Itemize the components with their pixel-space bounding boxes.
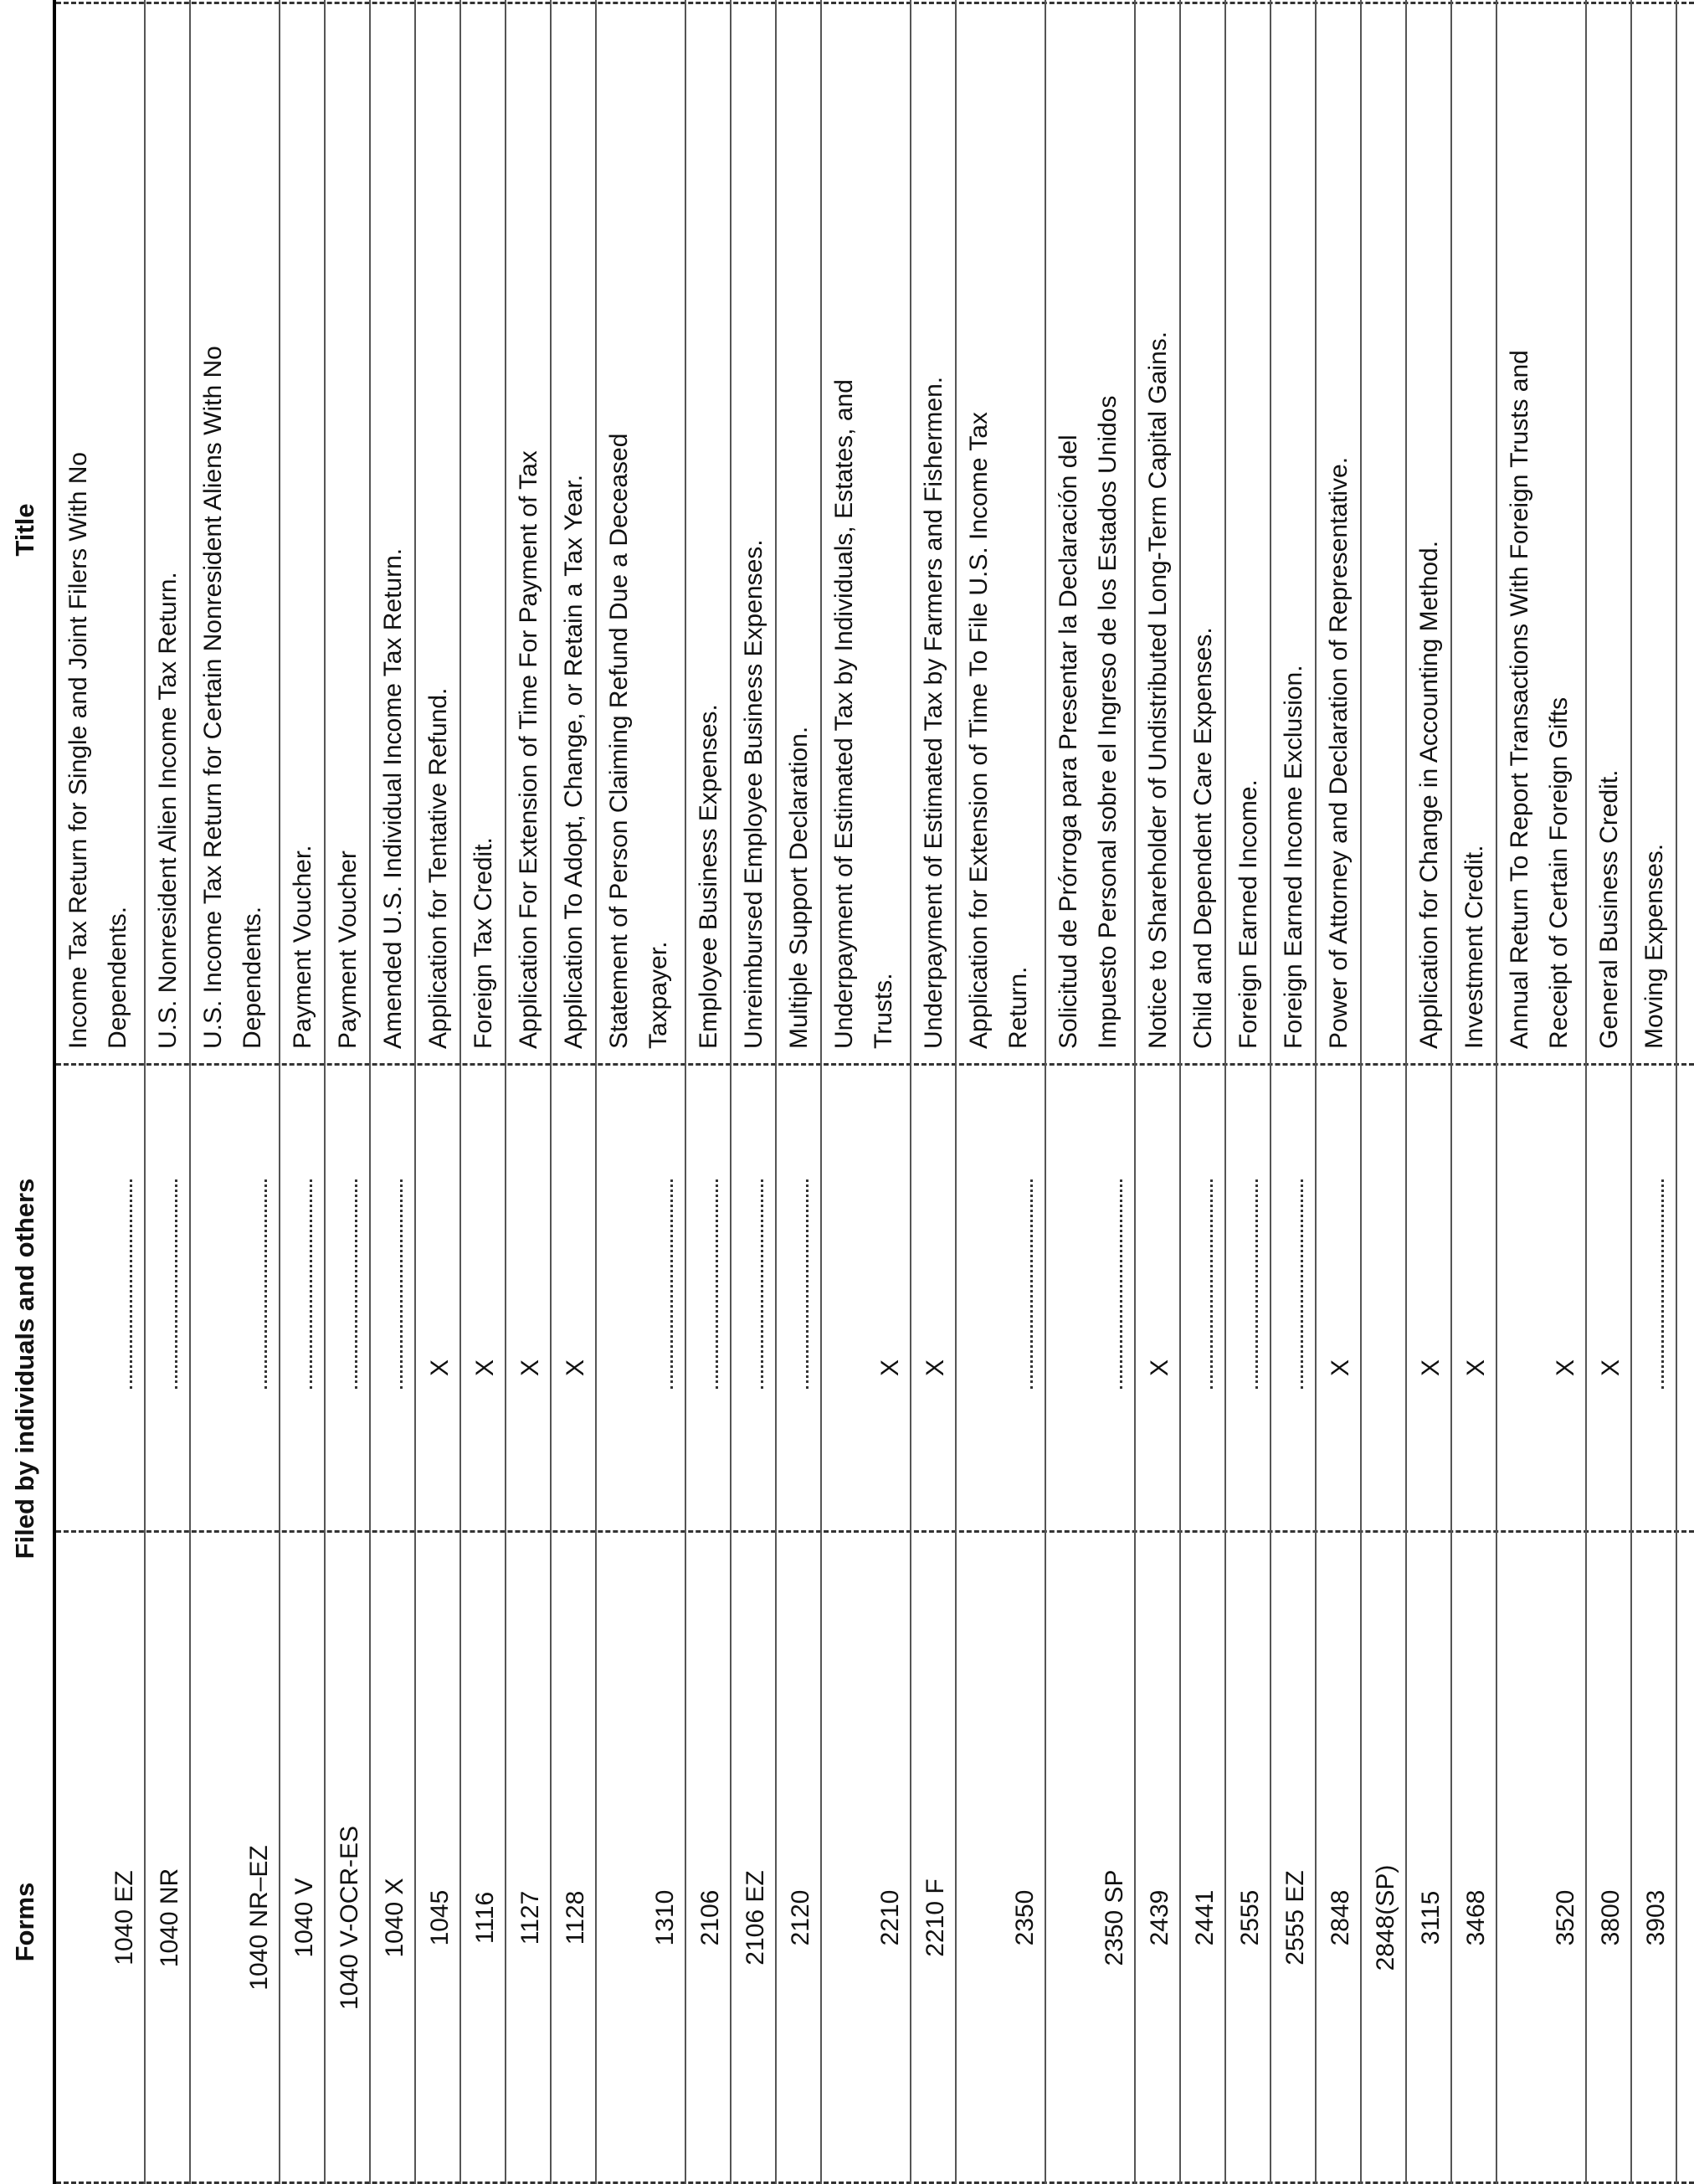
form-cell xyxy=(1317,1533,1360,2177)
filed-mark: X xyxy=(516,1359,544,1377)
form-number: 3520 xyxy=(1552,1889,1579,1946)
table-row xyxy=(1271,0,1317,2184)
filed-cell xyxy=(686,1066,730,1533)
form-title: Notice to Shareholder of Undistributed Long-Term Capital Gains. xyxy=(1144,331,1172,1049)
dot-leader xyxy=(1661,1179,1664,1389)
filed-cell xyxy=(1317,1066,1360,1533)
dot-leader xyxy=(1120,1179,1122,1389)
dot-leader xyxy=(1301,1179,1303,1389)
form-cell xyxy=(371,1533,414,2177)
filed-cell xyxy=(957,1066,1045,1533)
filed-mark: X xyxy=(1552,1359,1579,1377)
form-cell xyxy=(1407,1533,1450,2177)
form-cell xyxy=(732,1533,775,2177)
table-body xyxy=(56,0,1677,2184)
table-row xyxy=(191,0,280,2184)
filed-cell xyxy=(1497,1066,1585,1533)
dot-leader xyxy=(310,1179,312,1389)
table-row xyxy=(1046,0,1136,2184)
form-cell xyxy=(1181,1533,1224,2177)
table-row xyxy=(461,0,506,2184)
form-cell xyxy=(56,1533,144,2177)
form-title: Foreign Earned Income Exclusion. xyxy=(1280,665,1307,1049)
form-number: 1310 xyxy=(651,1889,679,1946)
form-title: Amended U.S. Individual Income Tax Return. xyxy=(379,547,407,1049)
filed-mark: X xyxy=(1146,1359,1173,1377)
dot-leader xyxy=(400,1179,403,1389)
form-number: 2439 xyxy=(1146,1889,1173,1946)
table-row xyxy=(1226,0,1271,2184)
filed-cell xyxy=(1271,1066,1315,1533)
dot-leader xyxy=(1210,1179,1213,1389)
header-title: Title xyxy=(10,503,39,557)
filed-mark: X xyxy=(471,1359,499,1377)
form-cell xyxy=(1452,1533,1496,2177)
filed-mark: X xyxy=(1417,1359,1445,1377)
table-row xyxy=(506,0,552,2184)
form-title: Annual Return To Report Transactions With Foreign Trusts and Receipt of Certain Foreign Gifts xyxy=(1506,350,1573,1049)
filed-cell xyxy=(1226,1066,1270,1533)
filed-cell xyxy=(732,1066,775,1533)
form-cell xyxy=(280,1533,324,2177)
form-title xyxy=(1362,3,1405,1049)
form-title: Payment Voucher. xyxy=(289,845,316,1049)
dot-leader xyxy=(1255,1179,1258,1389)
table-row xyxy=(1452,0,1497,2184)
filed-cell xyxy=(1136,1066,1179,1533)
form-cell xyxy=(597,1533,685,2177)
form-title: Multiple Support Declaration. xyxy=(785,726,813,1049)
filed-mark: X xyxy=(1462,1359,1490,1377)
form-cell xyxy=(552,1533,595,2177)
form-title: Investment Credit. xyxy=(1460,845,1488,1049)
form-number: 2210 xyxy=(876,1889,904,1946)
filed-cell xyxy=(1632,1066,1676,1533)
table-row xyxy=(686,0,732,2184)
table-row xyxy=(552,0,597,2184)
filed-cell xyxy=(911,1066,955,1533)
filed-cell xyxy=(1181,1066,1224,1533)
table-row xyxy=(1632,0,1677,2184)
form-number: 2441 xyxy=(1191,1889,1219,1946)
form-number: 2120 xyxy=(787,1889,814,1946)
form-cell xyxy=(957,1533,1045,2177)
filed-cell xyxy=(461,1066,505,1533)
table-row xyxy=(1181,0,1226,2184)
form-number: 3468 xyxy=(1462,1889,1490,1946)
form-cell xyxy=(1587,1533,1630,2177)
table-row xyxy=(822,0,911,2184)
form-title: Power of Attorney and Declaration of Representative. xyxy=(1325,456,1353,1049)
form-cell xyxy=(777,1533,820,2177)
form-number: 1040 EZ xyxy=(110,1870,138,1966)
form-title: Foreign Earned Income. xyxy=(1235,779,1262,1049)
form-cell xyxy=(191,1533,279,2177)
filed-cell xyxy=(56,1066,144,1533)
form-title: Application for Change in Accounting Method. xyxy=(1415,540,1443,1049)
filed-cell xyxy=(552,1066,595,1533)
dot-leader xyxy=(716,1179,718,1389)
form-cell xyxy=(146,1533,189,2177)
table-row xyxy=(957,0,1046,2184)
form-number: 1116 xyxy=(471,1891,499,1945)
table-row xyxy=(777,0,822,2184)
filed-cell xyxy=(1587,1066,1630,1533)
dot-leader xyxy=(175,1179,177,1389)
filed-cell xyxy=(416,1066,459,1533)
table-row xyxy=(1497,0,1587,2184)
form-number: 2555 EZ xyxy=(1281,1870,1309,1966)
table-row xyxy=(1587,0,1632,2184)
form-number: 2106 xyxy=(696,1889,724,1946)
dot-leader xyxy=(355,1179,357,1389)
filed-cell xyxy=(1362,1066,1405,1533)
form-title: Moving Expenses. xyxy=(1640,843,1668,1049)
dot-leader xyxy=(1030,1179,1033,1389)
form-title: Payment Voucher xyxy=(334,850,362,1049)
filed-cell xyxy=(326,1066,369,1533)
form-cell xyxy=(506,1533,550,2177)
form-title: Solicitud de Prórroga para Presentar la Declaración del Impuesto Personal sobre el Ingreso de los Estados Unidos xyxy=(1055,395,1122,1049)
dot-leader xyxy=(670,1179,673,1389)
form-number: 2350 SP xyxy=(1101,1869,1128,1966)
filed-cell xyxy=(371,1066,414,1533)
table-row xyxy=(280,0,326,2184)
table-row xyxy=(911,0,957,2184)
form-number: 1040 NR–EZ xyxy=(245,1845,273,1991)
form-title: Foreign Tax Credit. xyxy=(470,837,497,1049)
table-row xyxy=(597,0,686,2184)
form-number: 2106 EZ xyxy=(742,1870,769,1966)
table-row xyxy=(326,0,371,2184)
form-number: 2555 xyxy=(1236,1889,1264,1946)
form-number: 1040 V xyxy=(290,1878,318,1958)
form-title: Underpayment of Estimated Tax by Individuals, Estates, and Trusts. xyxy=(830,379,897,1049)
filed-cell xyxy=(146,1066,189,1533)
form-number: 1045 xyxy=(426,1889,454,1946)
form-cell xyxy=(1632,1533,1676,2177)
form-title: Application for Tentative Refund. xyxy=(424,687,452,1049)
form-number: 1040 V-OCR-ES xyxy=(336,1825,363,2011)
form-cell xyxy=(1497,1533,1585,2177)
form-cell xyxy=(1362,1533,1405,2177)
table-row xyxy=(146,0,191,2184)
filed-cell xyxy=(191,1066,279,1533)
form-number: 1127 xyxy=(516,1890,544,1945)
table-row xyxy=(1136,0,1181,2184)
filed-mark: X xyxy=(876,1359,904,1377)
filed-cell xyxy=(597,1066,685,1533)
form-cell xyxy=(1136,1533,1179,2177)
filed-cell xyxy=(1407,1066,1450,1533)
form-number: 2848 xyxy=(1327,1889,1354,1946)
form-title: Underpayment of Estimated Tax by Farmers and Fishermen. xyxy=(920,376,947,1049)
form-title: Statement of Person Claiming Refund Due a Deceased Taxpayer. xyxy=(605,433,672,1049)
form-cell xyxy=(911,1533,955,2177)
form-title: U.S. Income Tax Return for Certain Nonresident Aliens With No Dependents. xyxy=(199,346,266,1049)
dot-leader xyxy=(130,1179,132,1389)
form-number: 3903 xyxy=(1642,1889,1670,1946)
filed-cell xyxy=(1046,1066,1134,1533)
form-title: Application for Extension of Time To File U.S. Income Tax Return. xyxy=(965,412,1032,1049)
form-cell xyxy=(1271,1533,1315,2177)
filed-cell xyxy=(1452,1066,1496,1533)
form-title: General Business Credit. xyxy=(1595,769,1623,1049)
table-row xyxy=(56,0,146,2184)
table-row xyxy=(371,0,416,2184)
dot-leader xyxy=(761,1179,763,1389)
filed-cell xyxy=(822,1066,910,1533)
form-number: 3800 xyxy=(1597,1889,1625,1946)
dot-leader xyxy=(806,1179,808,1389)
form-title: U.S. Nonresident Alien Income Tax Return. xyxy=(154,572,182,1049)
form-cell xyxy=(326,1533,369,2177)
form-title: Child and Dependent Care Expenses. xyxy=(1189,627,1217,1049)
filed-cell xyxy=(777,1066,820,1533)
filed-mark: X xyxy=(426,1359,454,1377)
header-filed: Filed by individuals and others xyxy=(10,1178,39,1560)
form-title: Income Tax Return for Single and Joint Filers With No Dependents. xyxy=(64,451,131,1049)
form-cell xyxy=(822,1533,910,2177)
form-title: Unreimbursed Employee Business Expenses. xyxy=(740,539,767,1049)
form-title: Employee Business Expenses. xyxy=(695,704,722,1049)
table-row xyxy=(1362,0,1407,2184)
form-number: 3115 xyxy=(1417,1890,1445,1945)
form-cell xyxy=(416,1533,459,2177)
form-title: Application To Adopt, Change, or Retain a Tax Year. xyxy=(560,474,588,1049)
table-row xyxy=(732,0,777,2184)
form-cell xyxy=(1226,1533,1270,2177)
table-row xyxy=(1317,0,1362,2184)
form-cell xyxy=(686,1533,730,2177)
form-number: 1040 NR xyxy=(156,1868,183,1968)
filed-mark: X xyxy=(921,1359,949,1377)
form-title: Application For Extension of Time For Payment of Tax xyxy=(515,450,542,1049)
header-forms: Forms xyxy=(10,1882,39,1962)
form-number: 2210 F xyxy=(921,1878,949,1957)
table-row xyxy=(1407,0,1452,2184)
filed-mark: X xyxy=(1327,1359,1354,1377)
form-number: 2848(SP) xyxy=(1372,1864,1399,1971)
form-cell xyxy=(1046,1533,1134,2177)
form-number: 1040 X xyxy=(381,1878,408,1958)
table-row xyxy=(416,0,461,2184)
filed-mark: X xyxy=(562,1359,589,1377)
filed-cell xyxy=(280,1066,324,1533)
dot-leader xyxy=(264,1179,267,1389)
form-number: 1128 xyxy=(562,1890,589,1945)
filed-mark: X xyxy=(1597,1359,1625,1377)
form-cell xyxy=(461,1533,505,2177)
form-number: 2350 xyxy=(1011,1889,1039,1946)
filed-cell xyxy=(506,1066,550,1533)
table-header xyxy=(0,0,56,2184)
